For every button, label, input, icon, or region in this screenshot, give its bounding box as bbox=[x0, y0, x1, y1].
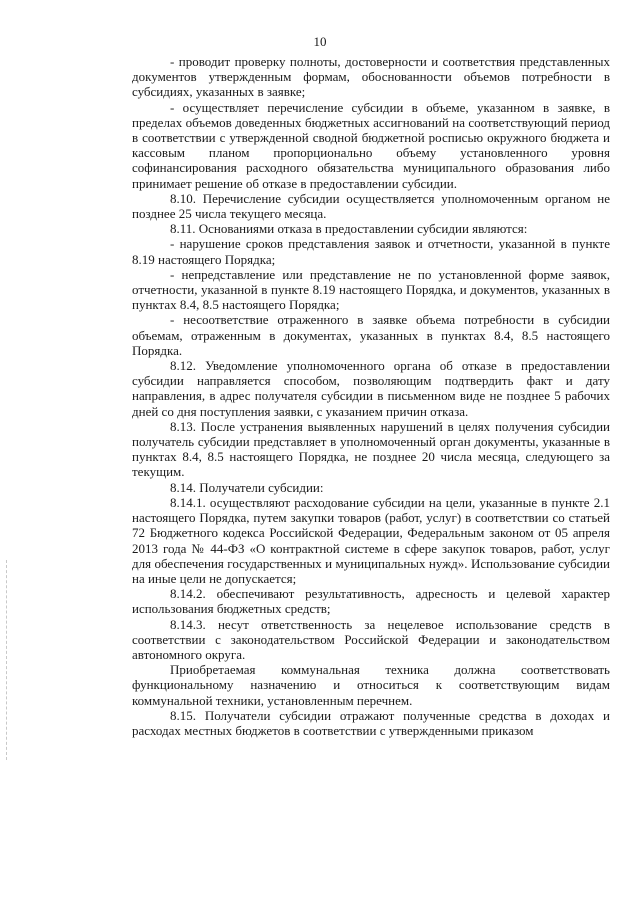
paragraph-check-documents: - проводит проверку полноты, достоверности и соответствия представленных документов утвержденным формам, обоснованности объемов потребности в субсидиях, указанных в заявке; bbox=[132, 54, 610, 100]
paragraph-8-10: 8.10. Перечисление субсидии осуществляется уполномоченным органом не позднее 25 числа текущего месяца. bbox=[132, 190, 610, 222]
paragraph-8-13: 8.13. После устранения выявленных нарушений в целях получения субсидии получатель субсидии представляет в уполномоченный орган документы, указанные в пунктах 8.4, 8.5 настоящего Порядка, не позднее 20 числа месяца, следующего за текущим. bbox=[132, 418, 610, 480]
paragraph-refusal-deadline: - нарушение сроков представления заявок и отчетности, указанной в пункте 8.19 настоящего Порядка; bbox=[132, 236, 610, 267]
paragraph-refusal-mismatch: - несоответствие отраженного в заявке объема потребности в субсидии объемам, отраженным в документах, указанных в пунктах 8.4, 8.5 настоящего Порядка. bbox=[132, 312, 610, 358]
paragraph-8-14-3: 8.14.3. несут ответственность за нецелевое использование средств в соответствии с законодательством Российской Федерации и законодательством автономного округа. bbox=[132, 616, 610, 662]
paragraph-8-15: 8.15. Получатели субсидии отражают полученные средства в доходах и расходах местных бюджетов в соответствии с утвержденными приказом bbox=[132, 707, 610, 738]
paragraph-refusal-form: - непредставление или представление не по установленной форме заявок, отчетности, указанной в пункте 8.19 настоящего Порядка, и документов, указанных в пунктах 8.4, 8.5 настоящего Порядка; bbox=[132, 266, 610, 313]
scan-margin-marks bbox=[6, 560, 9, 760]
paragraph-8-11: 8.11. Основаниями отказа в предоставлении субсидии являются: bbox=[170, 221, 528, 237]
paragraph-8-12: 8.12. Уведомление уполномоченного органа об отказе в предоставлении субсидии направляется способом, позволяющим подтвердить факт и дату направления, в адрес получателя субсидии в письменном виде не позднее 5 рабочих дней со дня поступления заявки, с указанием причин отказа. bbox=[132, 358, 610, 419]
paragraph-8-14: 8.14. Получатели субсидии: bbox=[170, 479, 324, 495]
paragraph-equipment: Приобретаемая коммунальная техника должна соответствовать функциональному назначению и относиться к соответствующим видам коммунальной техники, установленным перечнем. bbox=[132, 662, 610, 708]
paragraph-8-14-2: 8.14.2. обеспечивают результативность, адресность и целевой характер использования бюджетных средств; bbox=[132, 586, 610, 617]
paragraph-8-14-1: 8.14.1. осуществляют расходование субсидии на цели, указанные в пункте 2.1 настоящего Порядка, путем закупки товаров (работ, услуг) в соответствии со статьей 72 Бюджетного кодекса Российской Федерации, Федеральным законом от 05 апреля 2013 года № 44-ФЗ «О контрактной системе в сфере закупок товаров, работ, услуг для обеспечения государственных и муниципальных нужд». Использование субсидии на иные цели не допускается; bbox=[132, 494, 610, 586]
page-number: 10 bbox=[313, 34, 327, 49]
document-body bbox=[132, 54, 610, 738]
paragraph-transfer-subsidy: - осуществляет перечисление субсидии в объеме, указанном в заявке, в пределах объемов доведенных бюджетных ассигнований на соответствующий период в соответствии с утвержденной сводной бюджетной росписью окружного бюджета и кассовым планом пропорционально объему установленного уровня софинансирования расходного обязательства муниципального образования либо принимает решение об отказе в предоставлении субсидии. bbox=[132, 99, 610, 191]
